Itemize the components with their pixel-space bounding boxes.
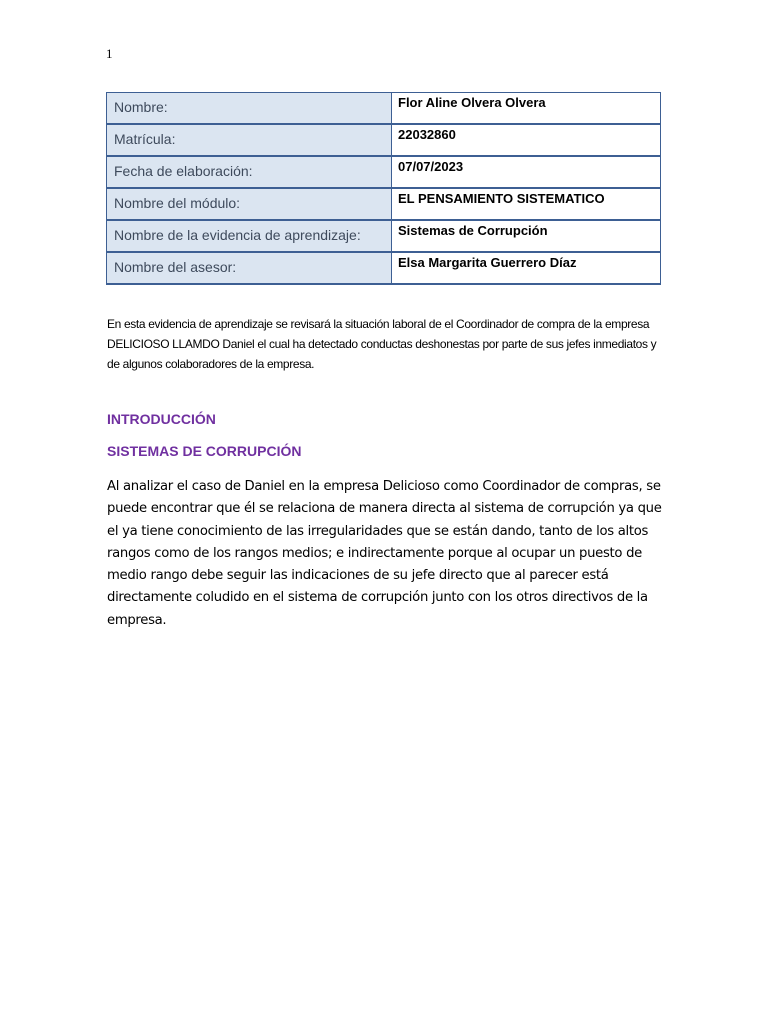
table-row <box>107 220 661 252</box>
row-value-modulo: EL PENSAMIENTO SISTEMATICO <box>392 188 661 220</box>
row-value-evidencia: Sistemas de Corrupción <box>392 220 661 252</box>
heading-introduccion: INTRODUCCIÓN <box>107 411 216 427</box>
table-row <box>107 188 661 220</box>
student-info-table <box>106 92 661 285</box>
row-label-nombre: Nombre: <box>107 93 392 125</box>
row-label-fecha: Fecha de elaboración: <box>107 156 392 188</box>
table-row <box>107 156 661 188</box>
intro-paragraph: En esta evidencia de aprendizaje se revisará la situación laboral de el Coordinador de compra de la empresa DELICIOSO LLAMDO Daniel el cual ha detectado conductas deshonestas por parte de sus jefes inmediatos y de algunos colaboradores de la empresa. <box>107 317 657 371</box>
row-value-asesor: Elsa Margarita Guerrero Díaz <box>392 252 661 284</box>
table-row <box>107 93 661 125</box>
row-value-nombre: Flor Aline Olvera Olvera <box>392 93 661 125</box>
table-row <box>107 124 661 156</box>
row-label-matricula: Matrícula: <box>107 124 392 156</box>
row-label-modulo: Nombre del módulo: <box>107 188 392 220</box>
row-label-evidencia: Nombre de la evidencia de aprendizaje: <box>107 220 392 252</box>
heading-sistemas-de-corrupcion: SISTEMAS DE CORRUPCIÓN <box>107 443 302 459</box>
table-row <box>107 252 661 284</box>
body-paragraph: Al analizar el caso de Daniel en la empresa Delicioso como Coordinador de compras, se puede encontrar que él se relaciona de manera directa al sistema de corrupción ya que el ya tiene conocimiento de las irregularidades que se están dando, tanto de los altos rangos como de los rangos medios; e indirectamente porque al ocupar un puesto de medio rango debe seguir las indicaciones de su jefe directo que al parecer está directamente coludido en el sistema de corrupción junto con los otros directivos de la empresa. <box>107 479 662 628</box>
row-label-asesor: Nombre del asesor: <box>107 252 392 284</box>
row-value-fecha: 07/07/2023 <box>392 156 661 188</box>
page-number: 1 <box>106 46 113 61</box>
row-value-matricula: 22032860 <box>392 124 661 156</box>
